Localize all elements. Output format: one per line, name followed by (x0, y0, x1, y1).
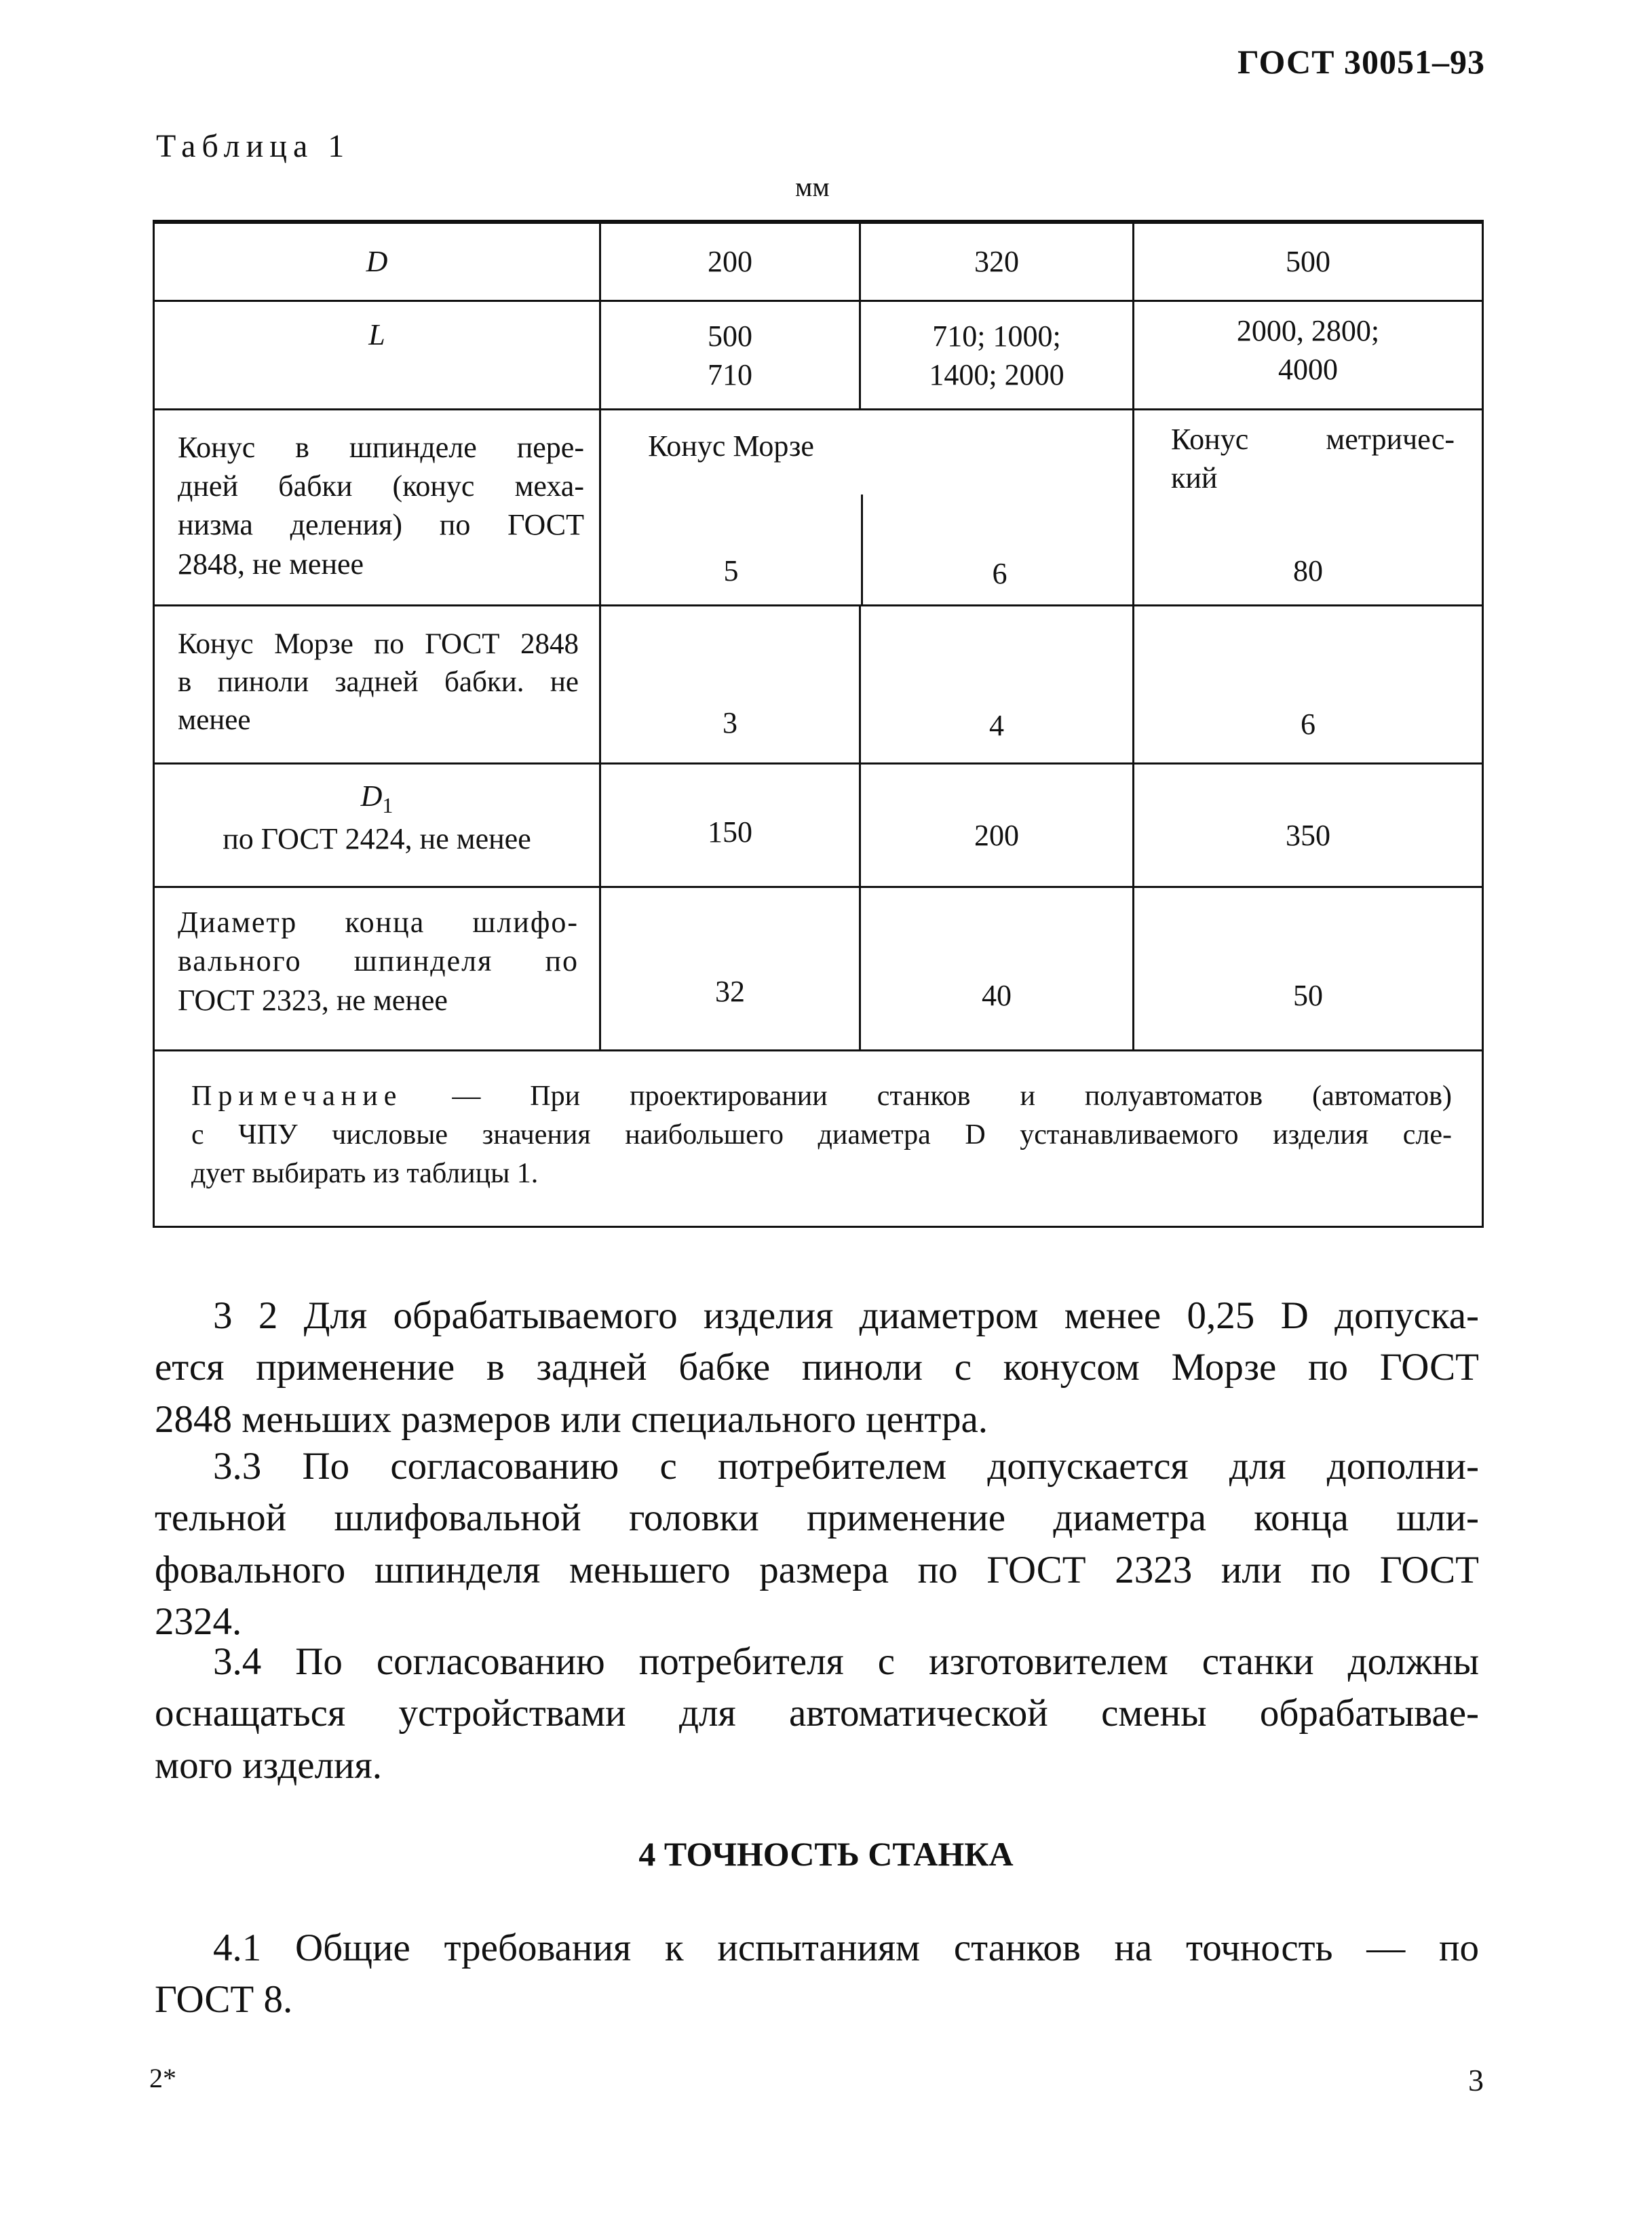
paragraph-3-3 (155, 1441, 1479, 1648)
p3-4-line3: мого изделия. (155, 1743, 382, 1787)
spindle-cone-label-line1: Конус в шпинделе пере- (178, 430, 584, 464)
cell-l-col2-line1: 710; 1000; (932, 319, 1061, 353)
tailstock-label-line1: Конус Морзе по ГОСТ 2848 (178, 628, 579, 661)
table-row-d1 (154, 763, 1483, 887)
cell-l-col3-line2: 4000 (1278, 352, 1338, 386)
tailstock-label-line2: в пиноли задней бабки. не (178, 666, 579, 699)
table-caption: Таблица 1 (156, 128, 351, 164)
p3-2-line3: 2848 меньших размеров или специального центра. (155, 1397, 988, 1441)
spindle-end-32: 32 (715, 975, 745, 1009)
p4-1-line2: ГОСТ 8. (155, 1978, 293, 2021)
spindle-end-label-line2: вального шпинделя по (178, 944, 579, 978)
spindle-cone-metric-80: 80 (1293, 554, 1323, 587)
page-number: 3 (1468, 2063, 1484, 2097)
spindle-end-label-line1: Диаметр конца шлифо- (178, 906, 579, 940)
metric-cone-label-line2: кий (1171, 461, 1218, 495)
note-word: Примечание (191, 1080, 403, 1112)
cell-l-col1-line1: 500 (708, 319, 752, 353)
spindle-cone-label-line2: дней бабки (конус меха- (178, 469, 584, 503)
spindle-end-40: 40 (982, 979, 1012, 1013)
row-label-d: D (366, 245, 388, 279)
sheet-mark: 2* (149, 2063, 176, 2093)
p3-2-line2: ется применение в задней бабке пиноли с конусом Морзе по ГОСТ (155, 1346, 1479, 1389)
table-units: мм (795, 172, 830, 202)
parameters-table (153, 220, 1484, 1228)
cell-l-col1-line2: 710 (708, 357, 752, 391)
d1-value-350: 350 (1286, 818, 1330, 852)
note-line3: дует выбирать из таблицы 1. (191, 1157, 539, 1189)
tailstock-cone-4: 4 (989, 708, 1004, 742)
p3-2-line1: 3 2 Для обрабатываемого изделия диаметром менее 0,25 D допуска- (213, 1294, 1479, 1337)
table-row-note (154, 1050, 1483, 1226)
section-heading: 4 ТОЧНОСТЬ СТАНКА (638, 1835, 1014, 1873)
cell-d-200: 200 (708, 245, 752, 279)
tailstock-label-line3: менее (178, 704, 251, 737)
d1-symbol: $D_1$ (360, 779, 393, 817)
spindle-cone-label-line4: 2848, не менее (178, 547, 364, 581)
note-line1: Примечание — При проектировании станков и полуавтоматов (автоматов) (191, 1080, 1452, 1112)
cell-d-500: 500 (1286, 245, 1330, 279)
metric-cone-label-line1: Конус метричес- (1171, 422, 1455, 456)
note-line2: с ЧПУ числовые значения наибольшего диаметра D устанавливаемого изделия сле- (191, 1119, 1452, 1150)
cell-l-col2-line2: 1400; 2000 (929, 357, 1064, 391)
d1-value-200: 200 (974, 818, 1019, 852)
gost-title: ГОСТ 30051–93 (1237, 43, 1485, 81)
paragraph-4-1 (155, 1922, 1479, 2026)
table-row-spindle-cone (154, 409, 1483, 605)
table-row-tailstock-cone (154, 606, 1483, 763)
morse-cone-group-label: Конус Морзе (648, 429, 814, 463)
d1-label: по ГОСТ 2424, не менее (223, 822, 531, 856)
spindle-cone-morse-5: 5 (723, 554, 739, 587)
paragraph-3-2 (155, 1290, 1479, 1446)
row-label-l: L (368, 317, 385, 351)
table-row-l (154, 301, 1483, 409)
table-row-spindle-end (154, 887, 1483, 1050)
p3-3-line1: 3.3 По согласованию с потребителем допускается для дополни- (213, 1445, 1479, 1488)
p3-4-line2: оснащаться устройствами для автоматической смены обрабатывае- (155, 1692, 1479, 1735)
tailstock-cone-3: 3 (723, 705, 737, 739)
p4-1-line1: 4.1 Общие требования к испытаниям станков на точность — по (213, 1927, 1479, 1969)
paragraph-3-4 (155, 1636, 1479, 1792)
p3-3-line2: тельной шлифовальной головки применение диаметра конца шли- (155, 1496, 1479, 1540)
spindle-end-label-line3: ГОСТ 2323, не менее (178, 983, 448, 1017)
p3-4-line1: 3.4 По согласованию потребителя с изготовителем станки должны (213, 1640, 1479, 1683)
spindle-end-50: 50 (1293, 979, 1323, 1013)
cell-l-col3-line1: 2000, 2800; (1236, 313, 1380, 347)
p3-3-line4: 2324. (155, 1600, 242, 1644)
tailstock-cone-6: 6 (1301, 707, 1315, 741)
table-row-d (154, 222, 1483, 301)
p3-3-line3: фовального шпинделя меньшего размера по ГОСТ 2323 или по ГОСТ (155, 1548, 1479, 1591)
spindle-cone-morse-6: 6 (992, 556, 1007, 590)
cell-d-320: 320 (974, 245, 1019, 279)
d1-value-150: 150 (708, 815, 752, 849)
spindle-cone-label-line3: низма деления) по ГОСТ (178, 508, 584, 542)
